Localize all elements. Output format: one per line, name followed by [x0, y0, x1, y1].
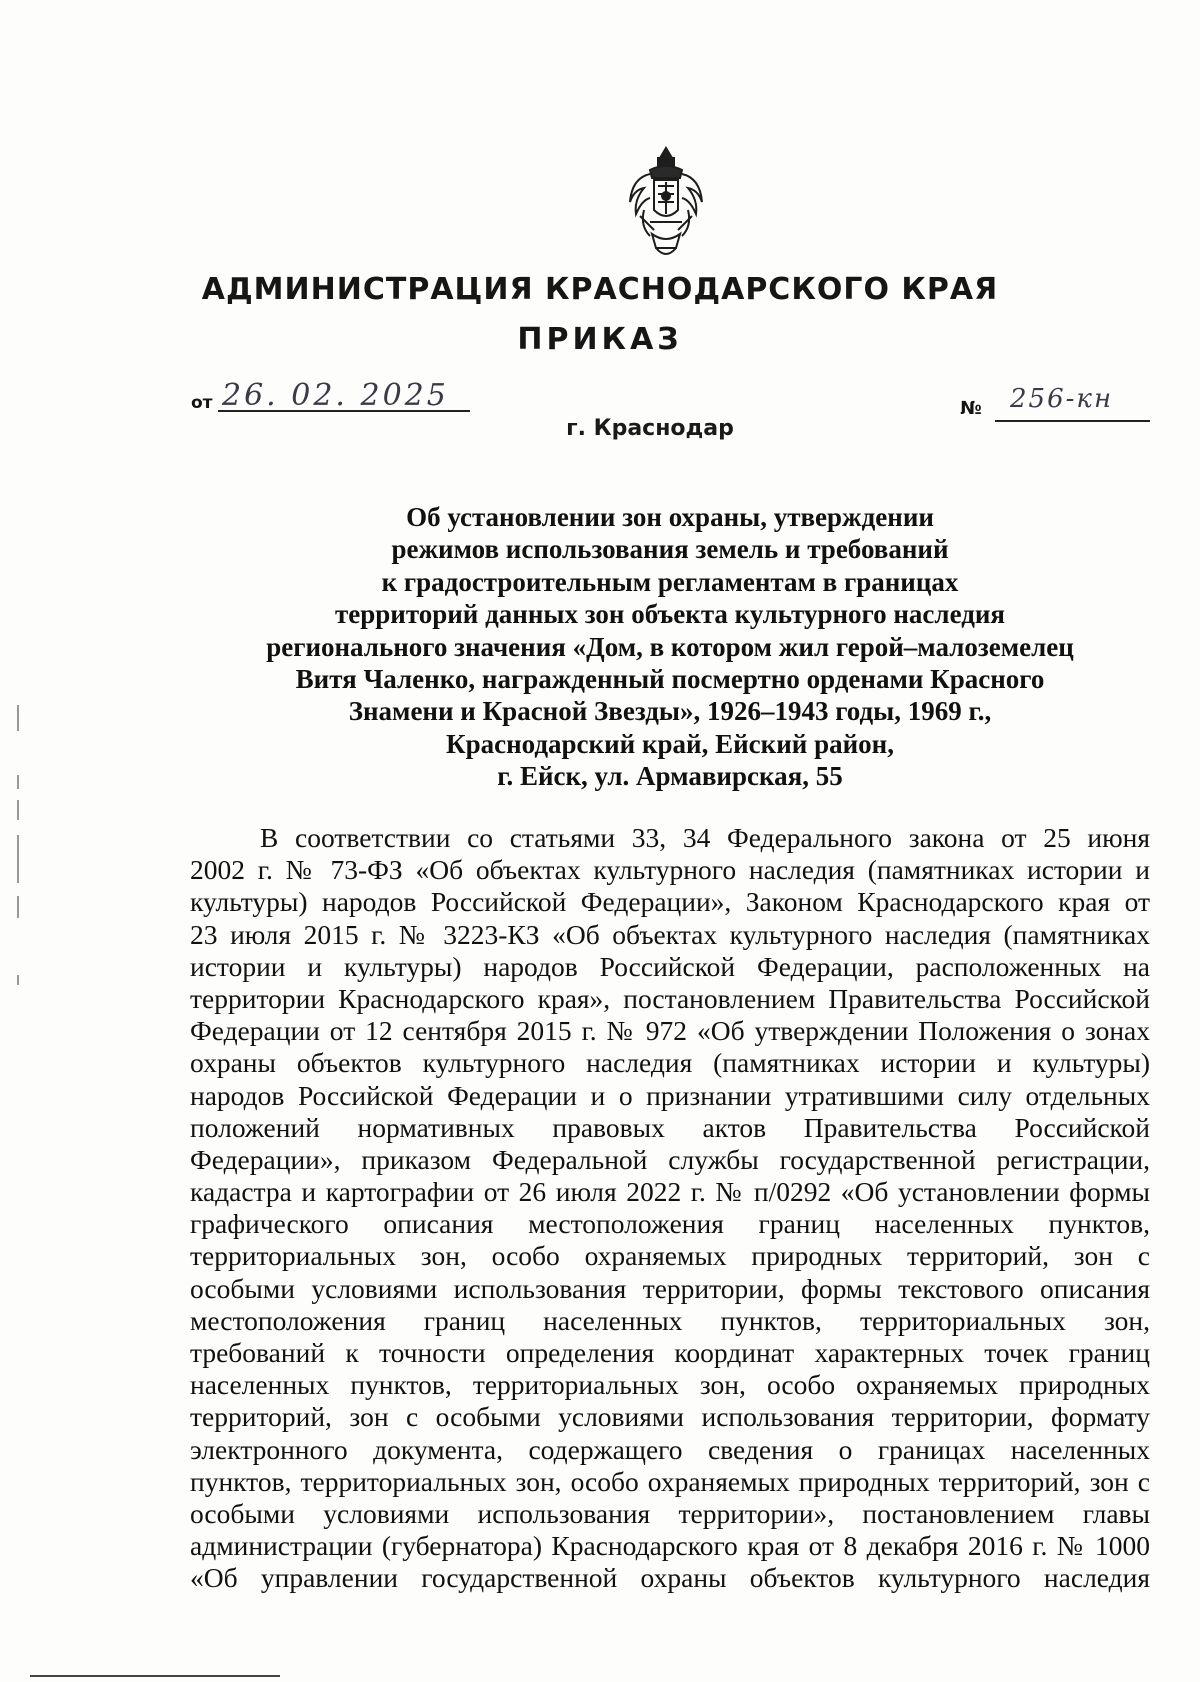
title-line: Об установлении зон охраны, утверждении: [406, 502, 934, 532]
body-line: пунктов, территориальных зон, особо охраняемых природных территорий, зон с: [190, 1465, 1150, 1497]
body-line: местоположения границ населенных пунктов, территориальных зон,: [190, 1304, 1150, 1336]
scan-margin-mark: [17, 835, 19, 883]
body-line: населенных пунктов, территориальных зон, особо охраняемых природных: [190, 1369, 1150, 1401]
body-line: 23 июля 2015 г. № 3223-КЗ «Об объектах культурного наследия (памятниках: [190, 918, 1150, 950]
body-line: кадастра и картографии от 26 июля 2022 г. № п/0292 «Об установлении формы: [190, 1176, 1150, 1208]
body-line: электронного документа, содержащего сведения о границах населенных: [190, 1433, 1150, 1465]
number-prefix: №: [960, 398, 982, 419]
organization-name: АДМИНИСТРАЦИЯ КРАСНОДАРСКОГО КРАЯ: [201, 272, 999, 307]
body-line: территории Краснодарского края», постановлением Правительства Российской: [190, 982, 1150, 1014]
scan-margin-mark: [17, 705, 19, 731]
date-underline: [218, 410, 470, 412]
city-line: г. Краснодар: [566, 416, 734, 441]
coat-of-arms-icon: [620, 144, 712, 262]
title-line: территорий данных зон объекта культурного наследия: [334, 599, 1006, 630]
scan-margin-mark: [17, 775, 19, 789]
body-line: 2002 г. № 73-ФЗ «Об объектах культурного наследия (памятниках истории и: [190, 854, 1150, 886]
body-line: графического описания местоположения границ населенных пунктов,: [190, 1208, 1150, 1240]
body-line: народов Российской Федерации и о признании утратившими силу отдельных: [190, 1079, 1150, 1111]
body-line: положений нормативных правовых актов Правительства Российской: [190, 1111, 1150, 1143]
scan-margin-mark: [17, 975, 19, 985]
body-line: Федерации от 12 сентября 2015 г. № 972 «Об утверждении Положения о зонах: [190, 1015, 1150, 1047]
handwritten-date: 26. 02. 2025: [222, 378, 449, 413]
title-line: Витя Чаленко, награжденный посмертно орденами Красного: [295, 664, 1045, 695]
footer-rule: [30, 1675, 280, 1677]
body-line: охраны объектов культурного наследия (памятниках истории и культуры): [190, 1047, 1150, 1079]
title-line: регионального значения «Дом, в котором жил герой–малоземелец: [266, 631, 1074, 662]
title-line: г. Ейск, ул. Армавирская, 55: [497, 761, 843, 792]
body-line: особыми условиями использования территории, формы текстового описания: [190, 1272, 1150, 1304]
body-line: В соответствии со статьями 33, 34 Федерального закона от 25 июня: [260, 822, 1150, 853]
body-line: требований к точности определения координат характерных точек границ: [190, 1337, 1150, 1368]
body-line: истории и культуры) народов Российской Федерации, расположенных на: [190, 950, 1150, 982]
date-prefix: от: [191, 393, 213, 413]
title-line: Знамени и Красной Звезды», 1926–1943 годы, 1969 г.,: [348, 696, 992, 727]
body-line: территориальных зон, особо охраняемых природных территорий, зон с: [190, 1240, 1150, 1272]
handwritten-number: 256-кн: [1010, 384, 1114, 414]
body-line: культуры) народов Российской Федерации», Законом Краснодарского края от: [190, 886, 1150, 918]
title-line: Краснодарский край, Ейский район,: [446, 728, 894, 759]
body-paragraph: [190, 822, 1150, 1595]
body-line: Федерации», приказом Федеральной службы государственной регистрации,: [190, 1143, 1150, 1175]
document-title: [190, 501, 1150, 793]
body-line: администрации (губернатора) Краснодарского края от 8 декабря 2016 г. № 1000: [190, 1530, 1150, 1562]
body-line: особыми условиями использования территории», постановлением главы: [190, 1497, 1150, 1529]
scan-margin-mark: [17, 800, 19, 820]
body-line: «Об управлении государственной охраны объектов культурного наследия: [190, 1562, 1150, 1594]
document-type: ПРИКАЗ: [517, 322, 683, 357]
title-line: режимов использования земель и требований: [391, 534, 949, 565]
scan-margin-mark: [17, 896, 19, 918]
title-line: к градостроительным регламентам в границах: [381, 566, 959, 597]
body-line: территорий, зон с особыми условиями использования территории, формату: [190, 1401, 1150, 1433]
